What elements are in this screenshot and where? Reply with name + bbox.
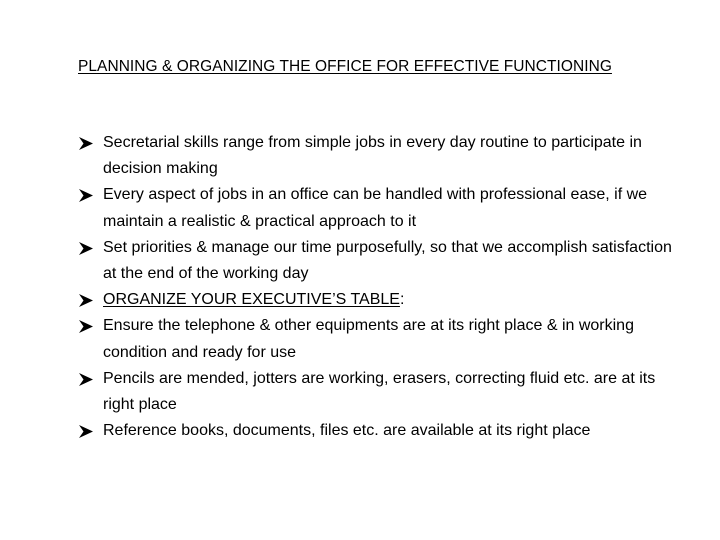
- arrowhead-bullet-icon: [78, 235, 96, 261]
- bullet-item: [78, 182, 678, 234]
- arrowhead-bullet-icon: [78, 182, 96, 208]
- arrowhead-bullet-icon: [78, 287, 96, 313]
- arrowhead-bullet-icon: [78, 366, 96, 392]
- bullet-item: [78, 130, 678, 182]
- bullet-text: Pencils are mended, jotters are working, erasers, correcting fluid etc. are at its right place: [103, 369, 656, 414]
- bullet-item: [78, 366, 678, 418]
- bullet-list: [78, 130, 678, 444]
- section-heading-text: ORGANIZE YOUR EXECUTIVE’S TABLE: [103, 291, 400, 309]
- bullet-item: [78, 235, 678, 287]
- bullet-text: Ensure the telephone & other equipments are at its right place & in working condition and ready for use: [103, 317, 634, 361]
- bullet-text: Secretarial skills range from simple jobs in every day routine to participate in decision making: [103, 134, 642, 178]
- bullet-item: [78, 313, 678, 365]
- arrowhead-bullet-icon: [78, 418, 96, 444]
- section-heading-colon: :: [399, 291, 405, 309]
- arrowhead-bullet-icon: [78, 313, 96, 339]
- bullet-text: Every aspect of jobs in an office can be handled with professional ease, if we maintain a realistic & practical approach to it: [103, 186, 648, 230]
- bullet-item: [78, 418, 678, 444]
- bullet-text: Reference books, documents, files etc. are available at its right place: [103, 422, 591, 440]
- arrowhead-bullet-icon: [78, 130, 96, 156]
- bullet-item: [78, 287, 678, 313]
- slide-title: PLANNING & ORGANIZING THE OFFICE FOR EFFECTIVE FUNCTIONING: [78, 58, 612, 75]
- bullet-text: Set priorities & manage our time purposefully, so that we accomplish satisfaction at the end of the working day: [103, 238, 672, 283]
